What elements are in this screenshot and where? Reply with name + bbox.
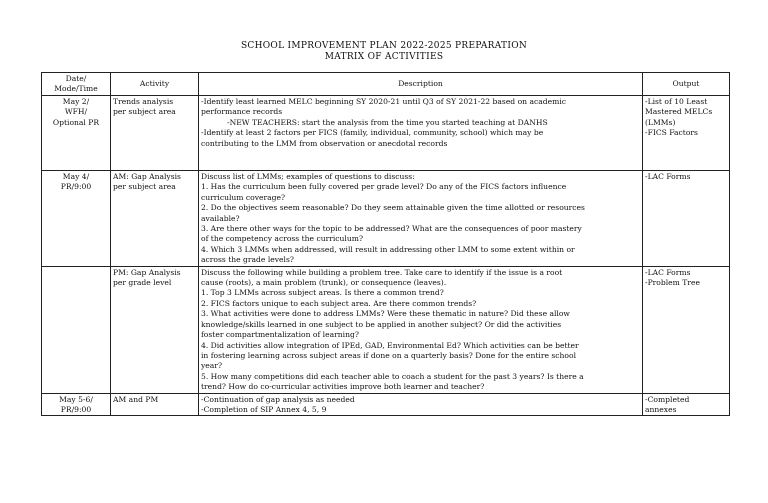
table-row bbox=[42, 171, 730, 267]
activity-cell: AM: Gap Analysis per subject area bbox=[111, 171, 199, 267]
activity-matrix-table bbox=[41, 72, 730, 416]
document-subtitle: MATRIX OF ACTIVITIES bbox=[324, 52, 444, 62]
header-description: Description bbox=[199, 73, 643, 96]
description-cell: Discuss list of LMMs; examples of questions to discuss: 1. Has the curriculum been fully covered per grade level? Do any of the FICS factors influence curriculum coverage? 2. Do the objectives seem reasonable? Do they seem attainable given the time allotted or resources available? 3. Are there other ways for the topic to be addressed? What are the consequences of poor mastery of the competency across the curriculum? 4. Which 3 LMMs when addressed, will result in addressing other LMM to some extent within or across the grade levels? bbox=[199, 171, 643, 267]
table-header-row bbox=[42, 73, 730, 96]
output-cell: -LAC Forms -Problem Tree bbox=[643, 266, 730, 393]
description-cell: -Identify least learned MELC beginning SY 2020-21 until Q3 of SY 2021-22 based on academic performance records -NEW TEACHERS: start the analysis from the time you started teaching at DANHS -Identify at least 2 factors per FICS (family, individual, community, school) which may be contributing to the LMM from observation or anecdotal records bbox=[199, 96, 643, 171]
table-row bbox=[42, 266, 730, 393]
header-activity: Activity bbox=[111, 73, 199, 96]
table-row bbox=[42, 96, 730, 171]
output-cell: -LAC Forms bbox=[643, 171, 730, 267]
description-cell: Discuss the following while building a problem tree. Take care to identify if the issue is a root cause (roots), a main problem (trunk), or consequence (leaves). 1. Top 3 LMMs across subject areas. Is there a common trend? 2. FICS factors unique to each subject area. Are there common trends? 3. What activities were done to address LMMs? Were these thematic in nature? Did these allow knowledge/skills learned in one subject to be applied in another subject? Or did the activities foster compartmentalization of learning? 4. Did activities allow integration of IPEd, GAD, Environmental Ed? Which activities can be better in fostering learning across subject areas if done on a quarterly basis? Done for the entire school year? 5. How many competitions did each teacher able to coach a student for the past 3 years? Is there a trend? How do co-curricular activities improve both learner and teacher? bbox=[199, 266, 643, 393]
description-cell: -Continuation of gap analysis as needed -Completion of SIP Annex 4, 5, 9 bbox=[199, 393, 643, 416]
date-cell bbox=[42, 266, 111, 393]
activity-cell: AM and PM bbox=[111, 393, 199, 416]
activity-cell: PM: Gap Analysis per grade level bbox=[111, 266, 199, 393]
header-date: Date/ Mode/Time bbox=[42, 73, 111, 96]
output-cell: -List of 10 Least Mastered MELCs (LMMs) -FICS Factors bbox=[643, 96, 730, 171]
document-title: SCHOOL IMPROVEMENT PLAN 2022-2025 PREPARATION bbox=[240, 41, 528, 51]
output-cell: -Completed annexes bbox=[643, 393, 730, 416]
activity-cell: Trends analysis per subject area bbox=[111, 96, 199, 171]
table-row bbox=[42, 393, 730, 416]
date-cell: May 4/ PR/9:00 bbox=[42, 171, 111, 267]
date-cell: May 2/ WFH/ Optional PR bbox=[42, 96, 111, 171]
date-cell: May 5-6/ PR/9:00 bbox=[42, 393, 111, 416]
header-output: Output bbox=[643, 73, 730, 96]
